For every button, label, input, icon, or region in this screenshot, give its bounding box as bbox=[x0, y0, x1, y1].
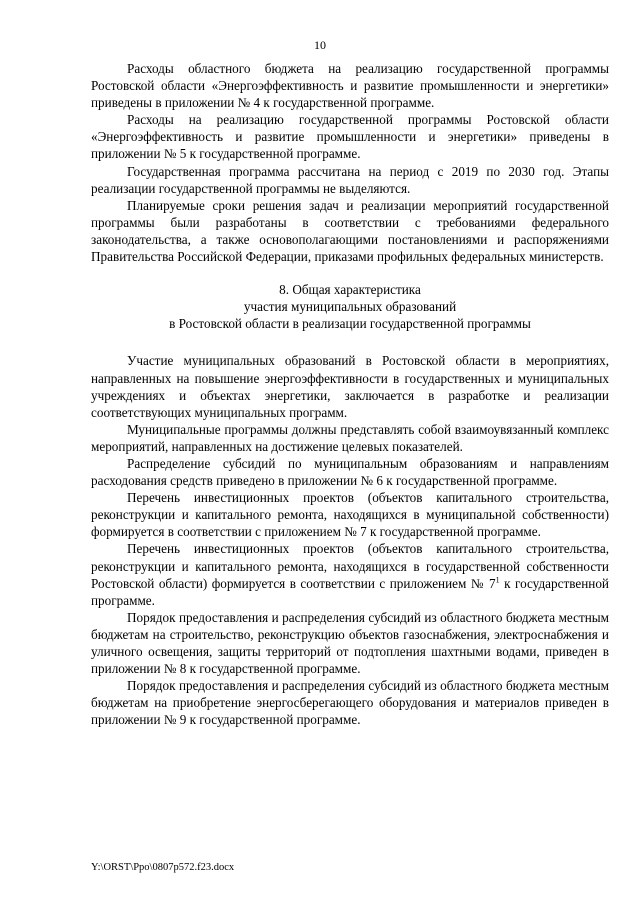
paragraph-state-investment-projects-text: Перечень инвестиционных проектов (объектов капитального строительства, реконструкции и капитального ремонта, находящихся в государственной собственности Ростовской области) формируется в соответствии с приложением № 7 bbox=[91, 541, 609, 591]
paragraph-state-investment-projects-tail: к государственной программе. bbox=[91, 575, 609, 608]
paragraph-program-expenses: Расходы на реализацию государственной программы Ростовской области «Энергоэффективность и развитие промышленности и энергетики» приведены в приложении № 5 к государственной программе. bbox=[91, 112, 609, 162]
paragraph-municipal-investment-projects: Перечень инвестиционных проектов (объектов капитального строительства, реконструкции и капитального ремонта, находящихся в муниципальной собственности) формируется в соответствии с приложением № 7 к государственной программе. bbox=[91, 490, 609, 540]
paragraph-program-period: Государственная программа рассчитана на период с 2019 по 2030 год. Этапы реализации государственной программы не выделяются. bbox=[91, 163, 609, 196]
paragraph-subsidy-procedure-construction: Порядок предоставления и распределения субсидий из областного бюджета местным бюджетам на строительство, реконструкцию объектов газоснабжения, электроснабжения и уличного освещения, защиты территорий от подтопления шахтными водами, приведен в приложении № 8 к государственной программе. bbox=[91, 609, 609, 677]
paragraph-subsidy-distribution: Распределение субсидий по муниципальным образованиям и направлениям расходования средств приведено в приложении № 6 к государственной программе. bbox=[91, 455, 609, 489]
section-heading-line-2: участия муниципальных образований bbox=[243, 299, 457, 315]
section-heading-line-1: 8. Общая характеристика bbox=[279, 282, 421, 298]
document-body bbox=[91, 60, 609, 728]
paragraph-municipal-participation: Участие муниципальных образований в Ростовской области в мероприятиях, направленных на повышение энергоэффективности в государственных и муниципальных учреждениях и объектах энергетики, заключается в разработке и реализации соответствующих муниципальных программ. bbox=[91, 353, 609, 420]
paragraph-municipal-programs: Муниципальные программы должны представлять собой взаимоувязанный комплекс мероприятий, направленных на достижение целевых показателей. bbox=[91, 421, 609, 454]
appendix-superscript: 1 bbox=[495, 575, 500, 585]
page-number: 10 bbox=[314, 38, 326, 52]
section-heading-line-3: в Ростовской области в реализации государственной программы bbox=[169, 316, 531, 332]
paragraph-planned-deadlines: Планируемые сроки решения задач и реализации мероприятий государственной программы были разработаны в соответствии с требованиями федерального законодательства, а также основополагающими постановлениями и распоряжениями Правительства Российской Федерации, приказами профильных федеральных министерств. bbox=[91, 197, 609, 265]
paragraph-state-investment-projects bbox=[91, 540, 609, 608]
paragraph-subsidy-procedure-equipment: Порядок предоставления и распределения субсидий из областного бюджета местным бюджетам на приобретение энергосберегающего оборудования и материалов приведен в приложении № 9 к государственной программе. bbox=[91, 678, 609, 728]
section-heading bbox=[91, 281, 609, 332]
paragraph-regional-budget-expenses: Расходы областного бюджета на реализацию государственной программы Ростовской области «Энергоэффективность и развитие промышленности и энергетики» приведены в приложении № 4 к государственной программе. bbox=[91, 61, 609, 111]
footer-file-path: Y:\ORST\Ppo\0807p572.f23.docx bbox=[91, 862, 235, 873]
